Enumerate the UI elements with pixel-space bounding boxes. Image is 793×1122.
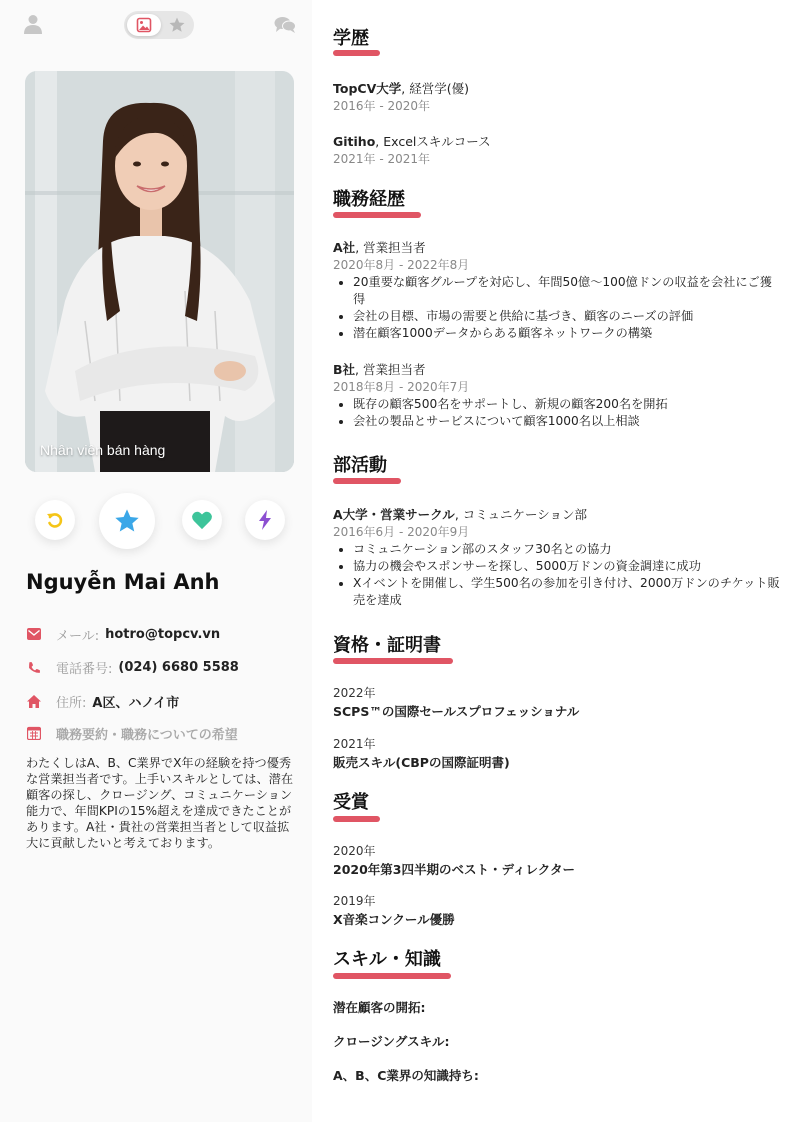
experience-item (333, 360, 425, 378)
lightning-icon (258, 510, 272, 530)
activity-date: 2016年6月 - 2020年9月 (333, 525, 470, 539)
activity-role: , コミュニケーション部 (454, 507, 588, 522)
image-icon (136, 17, 152, 33)
calendar-icon (26, 725, 42, 741)
photo-caption: Nhân viên bán hàng (40, 442, 166, 458)
certificate-year: 2022年 (333, 686, 376, 700)
experience-date: 2018年8月 - 2020年7月 (333, 380, 470, 394)
education-date: 2021年 - 2021年 (333, 152, 431, 166)
address-label: 住所: (56, 695, 87, 711)
award-name: 2020年第3四半期のベスト・ディレクター (333, 862, 575, 877)
address-row (26, 690, 179, 712)
star-icon (113, 507, 141, 535)
bullet-item: Xイベントを開催し、学生500名の参加を引き付け、2000万ドンのチケット販売を達成 (333, 575, 783, 609)
certificate-name: 販売スキル(CBPの国際証明書) (333, 755, 510, 770)
envelope-icon (26, 626, 42, 642)
profile-photo (25, 71, 294, 472)
skill-item: 潜在顧客の開拓: (333, 1000, 426, 1015)
skills-underline (333, 973, 451, 979)
experience-underline (333, 212, 421, 218)
skill-item: A、B、C業界の知識持ち: (333, 1068, 479, 1083)
experience-company: B社 (333, 362, 356, 377)
experience-bullets (333, 274, 783, 342)
awards-underline (333, 816, 380, 822)
experience-title: 職務経歴 (333, 189, 405, 210)
user-icon[interactable] (24, 14, 42, 34)
awards-title: 受賞 (333, 792, 369, 813)
resume-content (333, 0, 783, 1122)
bullet-item: 協力の機会やスポンサーを探し、5000万ドンの資金調達に成功 (333, 558, 783, 575)
award-name: X音楽コンクール優勝 (333, 912, 455, 927)
education-underline (333, 50, 380, 56)
heart-icon (191, 510, 213, 530)
experience-company: A社 (333, 240, 356, 255)
education-school: Gitiho (333, 134, 376, 149)
candidate-name: Nguyễn Mai Anh (26, 570, 220, 594)
image-mode-button[interactable] (127, 14, 161, 36)
summary-text: わたくしはA、B、C業界でX年の経験を持つ優秀な営業担当者です。上手いスキルとしては、潜在顧客の探し、クロージング、コミュニケーション能力で、年間KPIの15%超えを達成できたことがあります。A社・貴社の営業担当者として収益拡大に貢献したいと考えております。 (26, 756, 294, 850)
experience-bullets (333, 396, 783, 430)
education-item (333, 79, 469, 97)
phone-icon (26, 659, 42, 675)
phone-row (26, 656, 239, 678)
chat-icon[interactable] (274, 16, 296, 34)
skills-title: スキル・知識 (333, 949, 441, 970)
email-label: メール: (56, 628, 100, 644)
favorite-button[interactable] (99, 493, 155, 549)
activity-org: A大学・営業サークル (333, 507, 455, 522)
activities-title: 部活動 (333, 455, 387, 476)
education-title: 学歴 (333, 28, 369, 49)
certificates-underline (333, 658, 453, 664)
award-year: 2020年 (333, 844, 376, 858)
activity-item (333, 505, 587, 523)
boost-button[interactable] (245, 500, 285, 540)
bullet-item: 会社の目標、市場の需要と供給に基づき、顧客のニーズの評価 (333, 308, 783, 325)
email-row (26, 623, 220, 645)
award-year: 2019年 (333, 894, 376, 908)
skill-item: クロージングスキル: (333, 1034, 450, 1049)
bullet-item: コミュニケーション部のスタッフ30名との協力 (333, 541, 783, 558)
certificate-year: 2021年 (333, 737, 376, 751)
experience-item (333, 238, 426, 256)
certificate-name: SCPS™の国際セールスプロフェッショナル (333, 704, 580, 719)
education-detail: , Excelスキルコース (375, 134, 491, 149)
address-value: A区、ハノイ市 (92, 695, 180, 711)
phone-label: 電話番号: (56, 661, 113, 677)
summary-header-row (26, 722, 244, 744)
undo-icon (45, 510, 65, 530)
bullet-item: 既存の顧客500名をサポートし、新規の顧客200名を開拓 (333, 396, 783, 413)
star-mode-icon[interactable] (168, 16, 186, 34)
activity-bullets (333, 541, 783, 609)
email-value[interactable]: hotro@topcv.vn (105, 626, 221, 642)
experience-role: , 営業担当者 (355, 240, 426, 255)
bullet-item: 会社の製品とサービスについて顧客1000名以上相談 (333, 413, 783, 430)
action-buttons (0, 490, 312, 550)
phone-value[interactable]: (024) 6680 5588 (118, 659, 239, 675)
education-school: TopCV大学 (333, 81, 402, 96)
profile-column (0, 0, 312, 1122)
undo-button[interactable] (35, 500, 75, 540)
summary-label: 職務要約・職務についての希望 (56, 727, 238, 743)
education-detail: , 経営学(優) (401, 81, 469, 96)
view-toggle[interactable] (124, 11, 194, 39)
certificates-title: 資格・証明書 (333, 635, 441, 656)
home-icon (26, 693, 42, 709)
bullet-item: 20重要な顧客グループを対応し、年間50億〜100億ドンの収益を会社にご獲得 (333, 274, 783, 308)
education-item (333, 132, 491, 150)
activities-underline (333, 478, 401, 484)
education-date: 2016年 - 2020年 (333, 99, 431, 113)
experience-role: , 営業担当者 (355, 362, 426, 377)
like-button[interactable] (182, 500, 222, 540)
experience-date: 2020年8月 - 2022年8月 (333, 258, 470, 272)
person-illustration (25, 71, 294, 472)
bullet-item: 潜在顧客1000データからある顧客ネットワークの構築 (333, 325, 783, 342)
top-toolbar (0, 0, 312, 50)
